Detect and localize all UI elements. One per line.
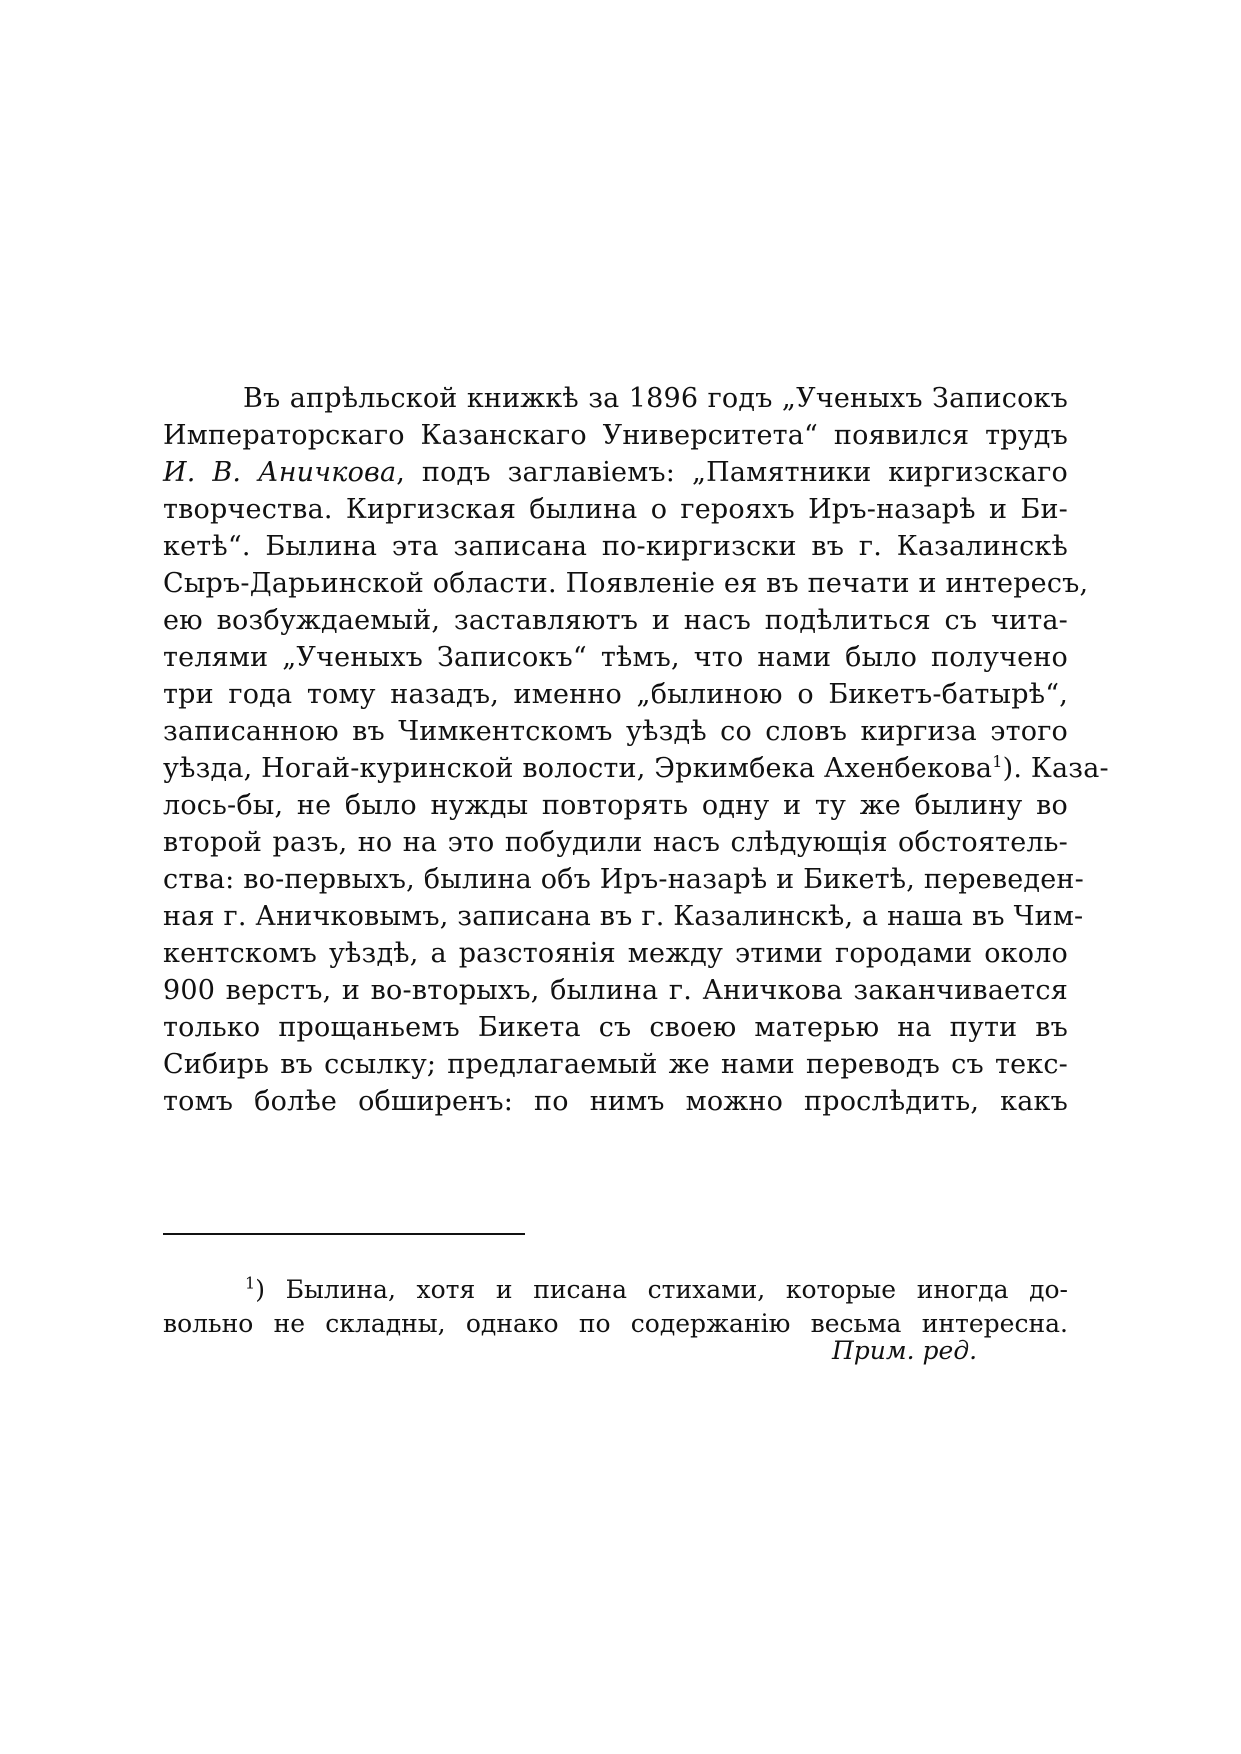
text-line-3-rest: , подъ заглавіемъ: „Памятники киргизскаго [396, 457, 1068, 488]
text-line-18: только прощаньемъ Бикета съ своею матерью на пути въ [163, 1012, 1068, 1043]
text-line-3 [163, 454, 1068, 491]
text-line-11-main: уѣзда, Ногай-куринской волости, Эркимбека Ахенбекова [163, 753, 993, 784]
text-line-9: три года тому назадъ, именно „былиною о Бикетъ-батырѣ“, [163, 679, 1068, 710]
text-line-12: лось-бы, не было нужды повторять одну и ту же былину во [163, 790, 1068, 821]
editor-note-signature: Прим. ред. [832, 1336, 978, 1365]
text-line-4: творчества. Киргизская былина о герояхъ Иръ-назарѣ и Би- [163, 494, 1068, 525]
text-line-17: 900 верстъ, и во-вторыхъ, былина г. Аничкова заканчивается [163, 975, 1068, 1006]
text-line-2: Императорскаго Казанскаго Университета“ появился трудъ [163, 420, 1068, 451]
text-line-8: телями „Ученыхъ Записокъ“ тѣмъ, что нами было получено [163, 642, 1068, 673]
text-line-16: кентскомъ уѣздѣ, а разстоянія между этими городами около [163, 938, 1068, 969]
footnote-divider [163, 1233, 525, 1235]
text-line-11-tail: ). Каза- [1002, 753, 1109, 784]
text-line-15: ная г. Аничковымъ, записана въ г. Казалинскѣ, а наша въ Чим- [163, 901, 1084, 932]
footnote-line-1 [163, 1273, 1068, 1307]
text-line-19: Сибирь въ ссылку; предлагаемый же нами переводъ съ текс- [163, 1049, 1068, 1080]
footnote-line-2: вольно не складны, однако по содержанію весьма интересна. [163, 1309, 1068, 1338]
text-line-11 [163, 750, 1109, 787]
footnote-reference[interactable]: 1 [992, 752, 1003, 771]
text-line-1: Въ апрѣльской книжкѣ за 1896 годъ „Ученыхъ Записокъ [243, 383, 1068, 414]
main-text-block [163, 380, 1109, 1120]
text-line-14: ства: во-первыхъ, былина объ Иръ-назарѣ и Бикетѣ, переведен- [163, 864, 1084, 895]
footnote-marker: 1 [245, 1273, 256, 1293]
author-name: И. В. Аничкова [163, 457, 397, 488]
text-line-13: второй разъ, но на это побудили насъ слѣдующія обстоятель- [163, 827, 1068, 858]
text-line-10: записанною въ Чимкентскомъ уѣздѣ со словъ киргиза этого [163, 716, 1068, 747]
footnote-line-1-text: ) Былина, хотя и писана стихами, которые иногда до- [255, 1275, 1068, 1304]
text-line-5: кетѣ“. Былина эта записана по-киргизски въ г. Казалинскѣ [163, 531, 1068, 562]
footnote-block [163, 1273, 1068, 1341]
text-line-20: томъ болѣе обширенъ: по нимъ можно прослѣдить, какъ [163, 1086, 1068, 1117]
text-line-6: Сыръ-Дарьинской области. Появленіе ея въ печати и интересъ, [163, 568, 1089, 599]
text-line-7: ею возбуждаемый, заставляютъ и насъ подѣлиться съ чита- [163, 605, 1068, 636]
